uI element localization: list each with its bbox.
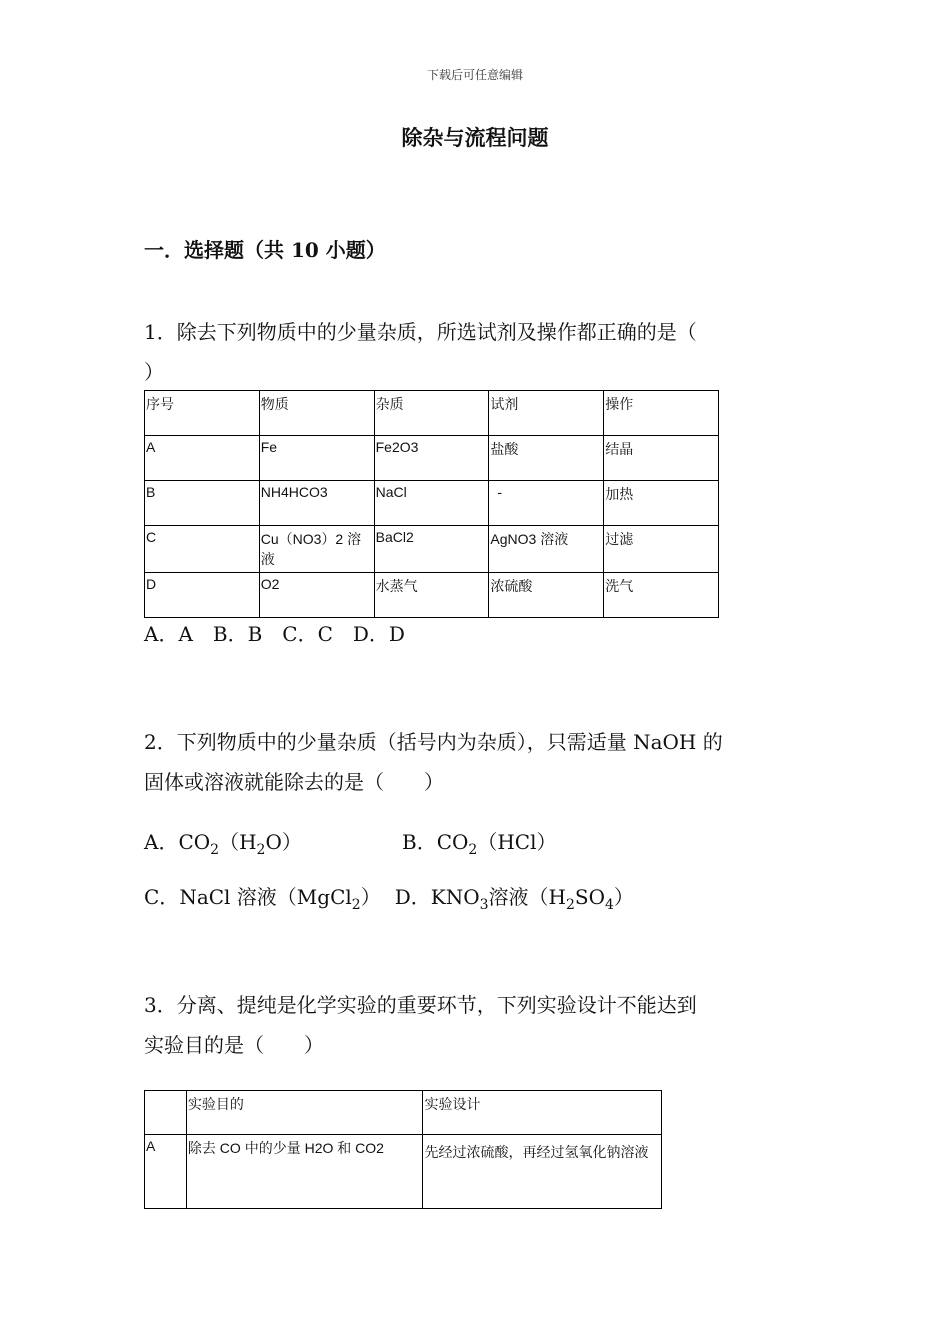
row-substance: Cu（NO3）2 溶液 [259,526,374,573]
question-3-stem [144,985,804,1065]
option-subscript: 2 [468,842,478,858]
row-id: B [145,481,260,526]
option-text: 溶液（H [488,885,566,909]
option-text: NaCl 溶液（MgCl [179,885,352,909]
row-design: 先经过浓硫酸，再经过氢氧化钠溶液 [423,1135,662,1209]
option-b [402,826,556,858]
row-substance: Fe [259,436,374,481]
table-header-row [145,1091,662,1135]
table-header-row [145,391,719,436]
question-1-table [144,390,719,618]
row-purpose: 除去 CO 中的少量 H2O 和 CO2 [186,1135,423,1209]
row-operation: 结晶 [604,436,719,481]
row-id: A [145,436,260,481]
question-3-table [144,1090,662,1209]
question-3-stem-line1: 3．分离、提纯是化学实验的重要环节，下列实验设计不能达到 [144,993,697,1017]
question-1-stem [144,312,804,392]
row-impurity: Fe2O3 [374,436,489,481]
question-2-stem-line2: 固体或溶液就能除去的是（ ） [144,770,444,794]
table-row [145,481,719,526]
header-cell-substance: 物质 [259,391,374,436]
header-cell-reagent: 试剂 [489,391,604,436]
option-text: KNO [430,885,480,909]
row-id: C [145,526,260,573]
question-2-stem-line1: 2．下列物质中的少量杂质（括号内为杂质），只需适量 NaOH 的 [144,730,723,754]
table-row [145,526,719,573]
row-operation: 洗气 [604,573,719,618]
row-id: D [145,573,260,618]
question-1-stem-line2: ） [144,360,164,384]
document-title: 除杂与流程问题 [401,125,549,150]
header-cell-purpose: 实验目的 [186,1091,423,1135]
option-subscript: 2 [351,897,361,913]
header-cell-impurity: 杂质 [374,391,489,436]
header-cell-index: 序号 [145,391,260,436]
row-impurity: NaCl [374,481,489,526]
option-letter: A． [144,830,179,854]
option-subscript: 2 [210,842,220,858]
row-operation: 加热 [604,481,719,526]
option-subscript: 2 [256,842,266,858]
header-cell-design: 实验设计 [423,1091,662,1135]
row-reagent: AgNO3 溶液 [489,526,604,573]
question-2-stem [144,722,804,802]
row-impurity: BaCl2 [374,526,489,573]
table-row [145,573,719,618]
page-header: 下载后可任意编辑 [426,68,523,82]
section-heading: 一．选择题（共 10 小题） [144,238,386,262]
header-cell-operation: 操作 [604,391,719,436]
option-text: CO [178,830,211,854]
row-operation: 过滤 [604,526,719,573]
option-subscript: 2 [565,897,575,913]
option-a [144,826,302,858]
table-row [145,436,719,481]
option-subscript: 4 [605,897,614,913]
option-text: O） [265,830,302,854]
row-impurity: 水蒸气 [374,573,489,618]
option-subscript: 3 [479,897,489,913]
option-text: ） [360,885,381,909]
option-c-d [144,881,634,913]
question-1-stem-line1: 1．除去下列物质中的少量杂质，所选试剂及操作都正确的是（ [144,320,697,344]
option-letter: C． [144,885,180,909]
row-substance: NH4HCO3 [259,481,374,526]
option-letter: D． [394,885,431,909]
table-row [145,1135,662,1209]
option-letter: B． [402,830,437,854]
row-id: A [145,1135,187,1209]
option-text: （HCl） [477,830,557,854]
row-reagent: 盐酸 [489,436,604,481]
row-reagent: 浓硫酸 [489,573,604,618]
row-reagent: - [489,481,604,526]
option-text: （H [219,830,257,854]
question-3-stem-line2: 实验目的是（ ） [144,1033,324,1057]
option-text: ） [613,885,634,909]
option-text: CO [436,830,469,854]
question-1-options: A．A B．B C．C D．D [144,622,405,646]
option-text: SO [574,885,605,909]
row-substance: O2 [259,573,374,618]
header-cell-blank [145,1091,187,1135]
